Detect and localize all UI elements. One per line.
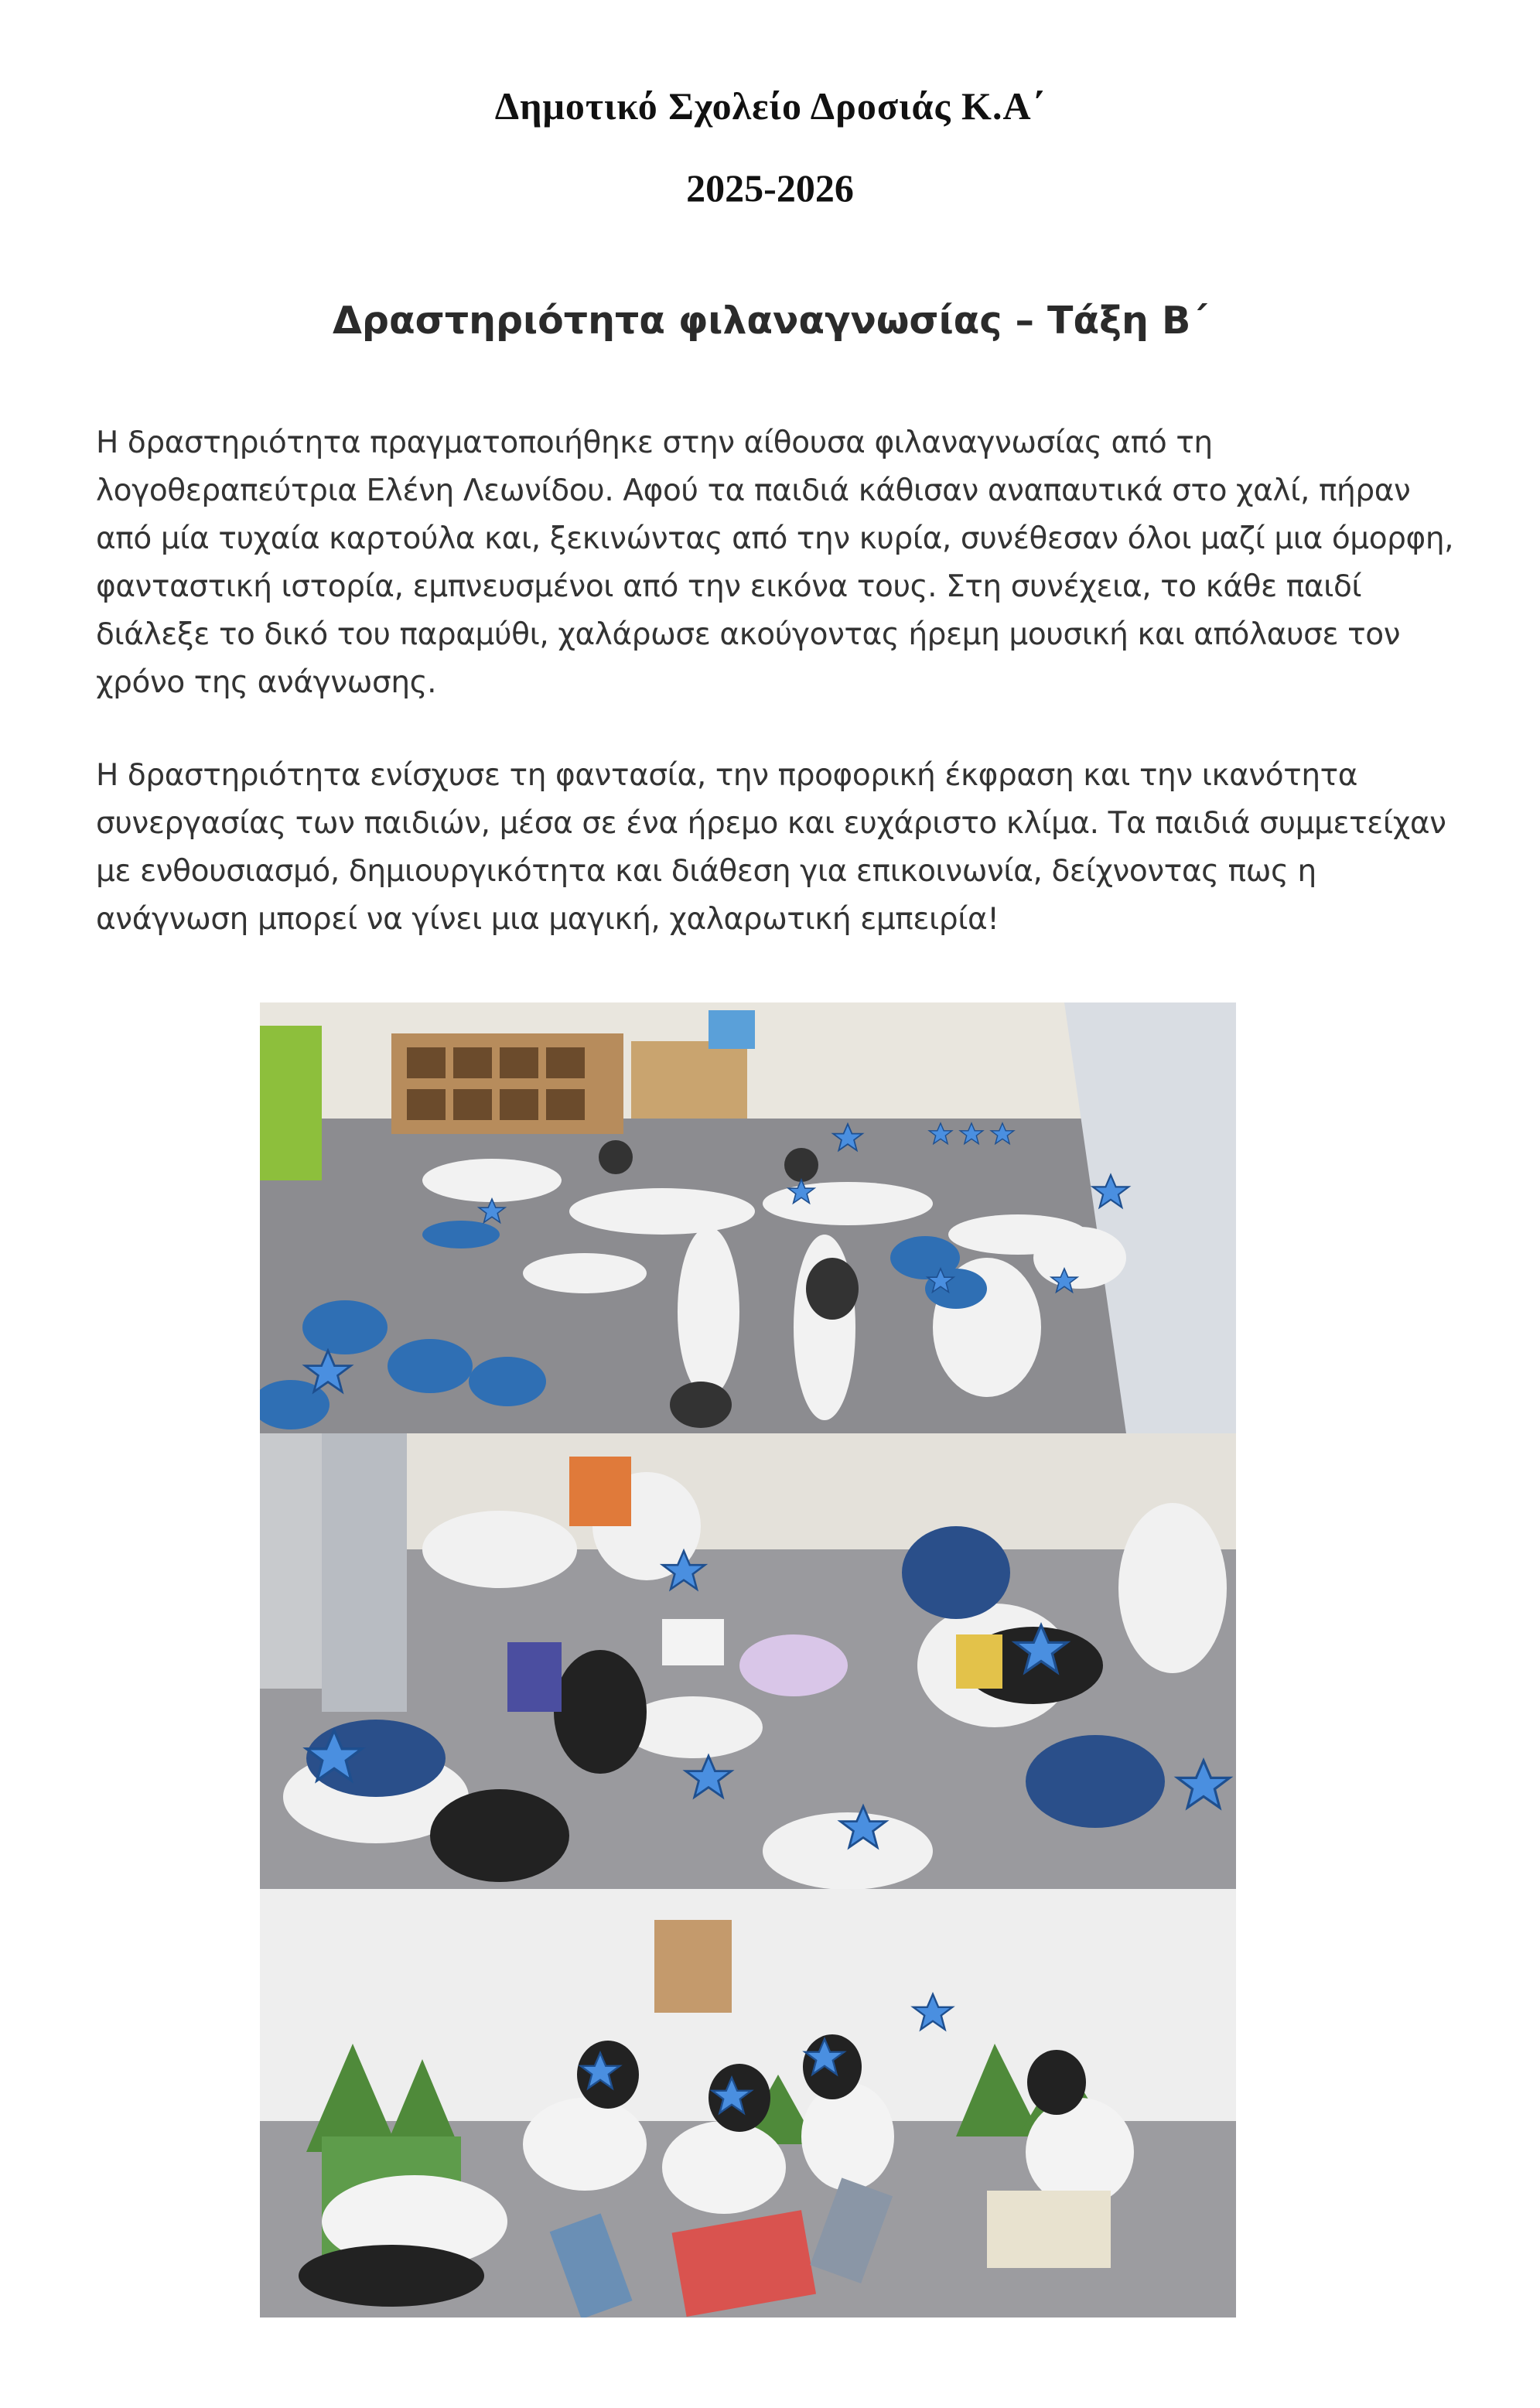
paragraph-description: Η δραστηριότητα πραγματοποιήθηκε στην αίθουσα φιλαναγνωσίας από τη λογοθεραπεύτρια Ελένη Λεωνίδου. Αφού τα παιδιά κάθισαν αναπαυτικά στο χαλί, πήραν από μία τυχαία καρτούλα και, ξεκινώντας από την κυρία, συνέθεσαν όλοι μαζί μια όμορφη, φανταστική ιστορία, εμπνευσμένοι από την εικόνα τους. Στη συνέχεια, το κάθε παιδί διάλεξε το δικό του παραμύθι, χαλάρωσε ακούγοντας ήρεμη μουσική και απόλαυσε τον χρόνο της ανάγνωσης. xyxy=(96,425,1454,700)
page-title: Δραστηριότητα φιλαναγνωσίας – Τάξη Β΄ xyxy=(333,299,1207,343)
photo-children-lying-on-carpet xyxy=(260,1002,1236,1433)
photo-children-reading-on-carpet xyxy=(260,1433,1236,1889)
school-year: 2025-2026 xyxy=(686,166,854,210)
school-name: Δημοτικό Σχολείο Δροσιάς Κ.Α΄ xyxy=(494,84,1046,128)
paragraph-outcomes: Η δραστηριότητα ενίσχυσε τη φαντασία, την προφορική έκφραση και την ικανότητα συνεργασίας των παιδιών, μέσα σε ένα ήρεμο και ευχάριστο κλίμα. Τα παιδιά συμμετείχαν με ενθουσιασμό, δημιουργικότητα και διάθεση για επικοινωνία, δείχνοντας πως η ανάγνωση μπορεί να γίνει μια μαγική, χαλαρωτική εμπειρία! xyxy=(96,758,1446,937)
photo-children-reading-by-wall xyxy=(260,1889,1236,2317)
